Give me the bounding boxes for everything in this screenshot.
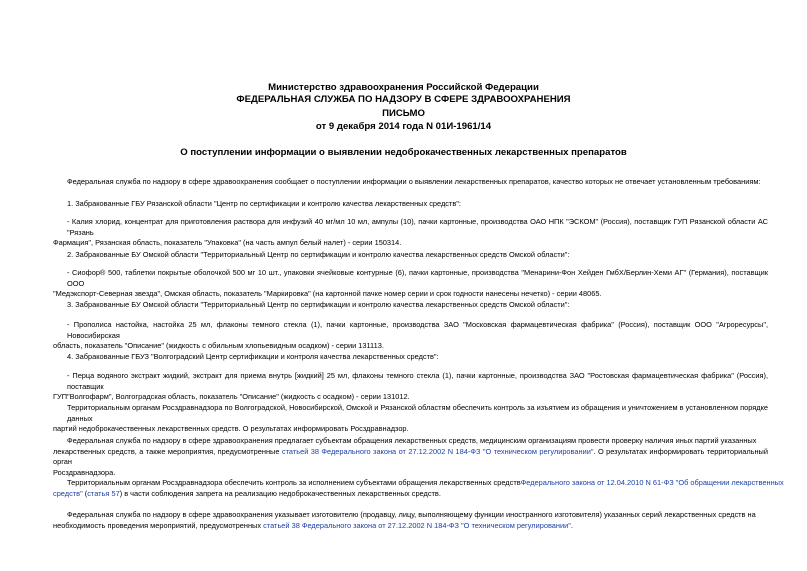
law-61-link[interactable]: Федерального закона от 12.04.2010 N 61-ФЗ "Об обращении лекарственных	[520, 478, 784, 487]
item-2-text: - Сиофор® 500, таблетки покрытые оболочкой 500 мг 10 шт., упаковки ячейковые контурные (6), пачки картонные, производства "Менарини-Фон Хейден ГмбХ/Берлин-Хеми АГ" (Германия), поставщик ООО "Медэкспорт-Северная звезда", Омская область, показатель "Маркировка" (на картонной пачке номер серии и срок годности нанесены нечетко) - серии 48065.	[53, 268, 768, 299]
item-1-heading: 1. Забракованные ГБУ Рязанской области "Центр по сертификации и контролю качества лекарственных средств":	[67, 199, 461, 208]
service-heading: ФЕДЕРАЛЬНАЯ СЛУЖБА ПО НАДЗОРУ В СФЕРЕ ЗДРАВООХРАНЕНИЯ	[236, 94, 571, 105]
doc-title: О поступлении информации о выявлении недоброкачественных лекарственных препаратов	[180, 147, 627, 158]
item-2-heading: 2. Забракованные БУ Омской области "Территориальный Центр по сертификации и контролю качества лекарственных средств Омской области":	[67, 250, 570, 259]
doc-type: ПИСЬМО	[382, 108, 425, 119]
paragraph-4: Федеральная служба по надзору в сфере здравоохранения указывает изготовителю (продавцу, лицу, выполняющему функции иностранного изготовителя) указанных серий лекарственных средств на необходимость проведения мероприятий, предусмотренных статьей 38 Федерального закона от 27.12.2002 N 184-ФЗ "О техническом регулировании".	[53, 510, 756, 530]
paragraph-2: Федеральная служба по надзору в сфере здравоохранения предлагает субъектам обращения лекарственных средств, медицинским организациям провести проверку наличия иных партий указанных лекарственных средств, а также мероприятия, предусмотренные статьей 38 Федерального закона от 27.12.2002 N 184-ФЗ "О техническом регулировании". О результатах информировать территориальный орган Росздравнадзора.	[53, 436, 769, 477]
intro-paragraph: Федеральная служба по надзору в сфере здравоохранения сообщает о поступлении информации о выявлении лекарственных препаратов, качество которых не отвечает установленным требованиям:	[67, 177, 761, 186]
law-184-article-38-link-2[interactable]: статьей 38 Федерального закона от 27.12.2002 N 184-ФЗ "О техническом регулировании"	[263, 520, 571, 530]
item-3-heading: 3. Забракованные БУ Омской области "Территориальный Центр по сертификации и контролю качества лекарственных средств Омской области":	[67, 300, 570, 309]
doc-date: от 9 декабря 2014 года N 01И-1961/14	[315, 121, 492, 132]
paragraph-1: Территориальным органам Росздравнадзора по Волгоградской, Новосибирской, Омской и Рязанской областям обеспечить контроль за изъятием из обращения и уничтожением в установленном порядке данных партий недоброкачественных лекарственных средств. О результатах информировать Росздравнадзор.	[53, 403, 768, 434]
ministry-heading: Министерство здравоохранения Российской Федерации	[268, 82, 539, 93]
law-61-link-continued[interactable]: средств"	[53, 488, 83, 498]
article-57-link[interactable]: статья 57	[87, 488, 120, 498]
item-4-text: - Перца водяного экстракт жидкий, экстракт для приема внутрь [жидкий] 25 мл, флаконы темного стекла (1), пачки картонные, производства ЗАО "Ростовская фармацевтическая фабрика" (Россия), поставщик ГУП"Волгофарм", Волгоградская область, показатель "Описание" (жидкость с осадком) - серии 131012.	[53, 371, 768, 402]
item-1-text: - Калия хлорид, концентрат для приготовления раствора для инфузий 40 мг/мл 10 мл, ампулы (10), пачки картонные, производства ОАО НПК "ЭСКОМ" (Россия), поставщик ГУП Рязанской области АС "Рязань Фармация", Рязанская область, показатель "Упаковка" (на часть ампул белый налет) - серии 150314.	[53, 217, 768, 248]
law-184-article-38-link[interactable]: статьей 38 Федерального закона от 27.12.2002 N 184-ФЗ "О техническом регулировании"	[281, 446, 594, 456]
item-4-heading: 4. Забракованные ГБУЗ "Волгоградский Центр сертификации и контроля качества лекарственных средств":	[67, 352, 439, 361]
item-3-text: - Прополиса настойка, настойка 25 мл, флаконы темного стекла (1), пачки картонные, производства ЗАО "Московская фармацевтическая фабрика" (Россия), поставщик ООО "Агроресурсы", Новосибирская область, показатель "Описание" (жидкость с обильным хлопьевидным осадком) - серии 131113.	[53, 320, 768, 351]
paragraph-3: Территориальным органам Росздравнадзора обеспечить контроль за исполнением субъектами обращения лекарственных средствФедерального закона от 12.04.2010 N 61-ФЗ "Об обращении лекарственных средств" (статья 57) в части соблюдения запрета на реализацию недоброкачественных лекарственных средств.	[53, 478, 784, 498]
